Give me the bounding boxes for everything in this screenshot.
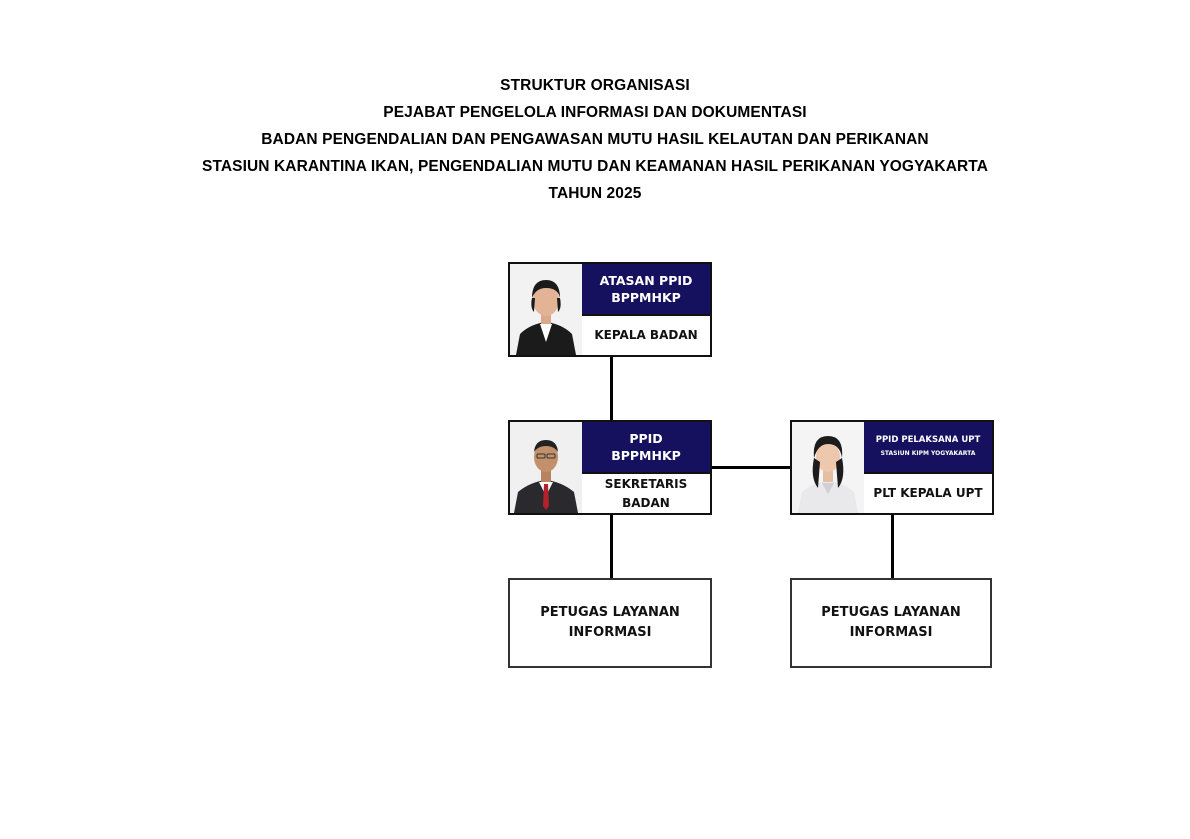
atasan-header-line-1: ATASAN PPID <box>599 273 693 288</box>
pelaksana-photo <box>792 422 866 513</box>
woman-portrait-icon <box>792 422 864 513</box>
connector-ppid-to-pelaksana <box>711 466 791 469</box>
title-line-2: PEJABAT PENGELOLA INFORMASI DAN DOKUMENTASI <box>383 104 807 121</box>
connector-pelaksana-to-petugas-right <box>891 513 894 579</box>
woman-portrait-icon <box>510 264 582 355</box>
ppid-header-line-2: BPPMHKP <box>611 448 681 463</box>
title-line-5: TAHUN 2025 <box>548 185 642 202</box>
document-title <box>0 72 1190 207</box>
title-line-4: STASIUN KARANTINA IKAN, PENGENDALIAN MUTU DAN KEAMANAN HASIL PERIKANAN YOGYAKARTA <box>202 158 988 175</box>
man-portrait-icon <box>510 422 582 513</box>
petugas-layanan-left-box: PETUGAS LAYANAN INFORMASI <box>508 578 712 668</box>
pelaksana-role-header <box>864 422 992 472</box>
pelaksana-position-label: PLT KEPALA UPT <box>864 472 992 513</box>
pelaksana-header-line-2: STASIUN KIPM YOGYAKARTA <box>880 450 976 457</box>
atasan-ppid-card <box>508 262 712 357</box>
ppid-pelaksana-card <box>790 420 994 515</box>
ppid-card <box>508 420 712 515</box>
atasan-position-label: KEPALA BADAN <box>582 314 710 355</box>
pelaksana-header-line-1: PPID PELAKSANA UPT <box>875 435 981 445</box>
ppid-header-line-1: PPID <box>629 431 663 446</box>
atasan-photo <box>510 264 584 355</box>
connector-atasan-to-ppid <box>610 355 613 421</box>
title-line-1: STRUKTUR ORGANISASI <box>500 77 690 94</box>
ppid-role-header <box>582 422 710 472</box>
ppid-position-label: SEKRETARIS BADAN <box>582 472 710 513</box>
petugas-layanan-right-box: PETUGAS LAYANAN INFORMASI <box>790 578 992 668</box>
atasan-header-line-2: BPPMHKP <box>611 290 681 305</box>
atasan-role-header <box>582 264 710 314</box>
connector-ppid-to-petugas-left <box>610 513 613 579</box>
ppid-photo <box>510 422 584 513</box>
title-line-3: BADAN PENGENDALIAN DAN PENGAWASAN MUTU HASIL KELAUTAN DAN PERIKANAN <box>261 131 929 148</box>
